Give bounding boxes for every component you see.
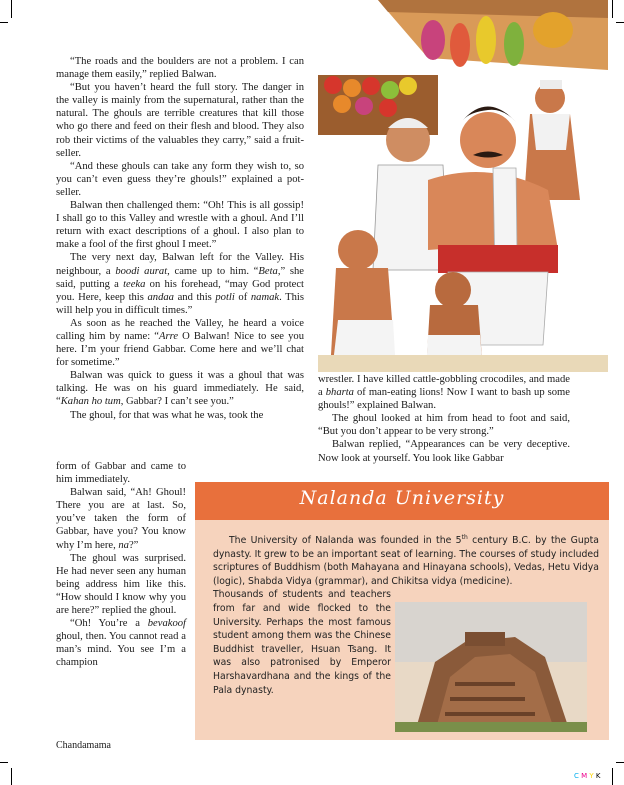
paragraph: Balwan was quick to guess it was a ghoul that was talking. He was on his guard immediately. He said, “Kahan ho tum, Gabbar? I can’t see you.”	[56, 370, 304, 408]
paragraph: The University of Nalanda was founded in the 5th century B.C. by the Gupta dynasty. It grew to be an important seat of learning. The courses of study included scriptures of Buddhism (both Mahayana and Hinayana schools), Vedas, Hetu Vidya (logic), Shabda Vidya (grammar), and Chikitsa vidya (medicine).	[213, 534, 599, 587]
cmyk-marks: C M Y K	[574, 772, 601, 780]
paragraph: “But you haven’t heard the full story. The danger in the valley is mainly from the supernatural, rather than the natural. The ghouls are terrible creatures that kill those who go there and feed on their flesh and blood. They also rob their victims of the valuables they carry,” said a fruit-seller.	[56, 82, 304, 159]
crop-mark	[612, 0, 613, 18]
paragraph: Balwan said, “Ah! Ghoul! There you are at last. So, you’ve taken the form of Gabbar, have you? You know why I’m here, na?”	[56, 487, 186, 551]
nalanda-ruins-photo	[395, 602, 587, 732]
paragraph: wrestler. I have killed cattle-gobbling crocodiles, and made a bharta of man-eating lions! Now I want to bash up some ghouls!” explained Balwan.	[318, 374, 570, 412]
sidebar-banner	[195, 482, 609, 520]
crop-mark	[612, 768, 613, 785]
story-illustration	[318, 0, 608, 372]
paragraph: Balwan replied, “Appearances can be very deceptive. Now look at yourself. You look like Gabbar	[318, 439, 570, 464]
paragraph: The ghoul, for that was what he was, took the	[70, 409, 264, 421]
paragraph: The very next day, Balwan left for the Valley. His neighbour, a boodi aurat, came up to him. “Beta,” she said, putting a teeka on his forehead, “may God protect you. Here, keep this andaa and this potli of namak. This will help you in difficult times.”	[56, 252, 305, 316]
paragraph: Thousands of students and teachers from far and wide flocked to the University. Perhaps the most famous student among them was the Chinese Buddhist traveller, Hsuan Tsang. It was also patronised by Emperor Harshavardhana and the kings of the Pala dynasty.	[213, 589, 391, 696]
paragraph: “And these ghouls can take any form they wish to, so you can’t even guess they’re ghouls!” explained a pot-seller.	[56, 160, 304, 198]
crop-mark	[616, 22, 624, 23]
right-column	[318, 373, 570, 465]
left-column	[56, 55, 304, 422]
paragraph: form of Gabbar and came to him immediately.	[56, 461, 186, 486]
paragraph: As soon as he reached the Valley, he heard a voice calling him by name: “Arre O Balwan! Nice to see you here. I’m your friend Gabbar. Come here and we’ll chat for sometime.”	[56, 317, 304, 369]
paragraph: The ghoul was surprised. He had never seen any human being address him like this. “How should I know why you are here?” replied the ghoul.	[56, 552, 186, 617]
crop-mark	[11, 0, 12, 18]
footer-label: Chandamama	[56, 740, 111, 751]
sidebar-box	[195, 482, 609, 740]
crop-mark	[0, 22, 8, 23]
sidebar-title: Nalanda University	[299, 487, 505, 509]
paragraph: “Oh! You’re a bevakoof ghoul, then. You cannot read a man’s mind. You see I’m a champion	[56, 618, 186, 669]
paragraph: “The roads and the boulders are not a problem. I can manage them easily,” replied Balwan.	[56, 56, 304, 81]
left-lower-column	[56, 460, 186, 670]
crop-mark	[11, 768, 12, 785]
crop-mark	[616, 762, 624, 763]
paragraph: Balwan then challenged them: “Oh! This is all gossip! I shall go to this Valley and wrestle with a ghoul. And I’ll return with exact descriptions of a ghoul. I also plan to make a fool of the first ghoul I meet.”	[56, 200, 304, 251]
paragraph: The ghoul looked at him from head to foot and said, “But you don’t appear to be very strong.”	[318, 413, 570, 438]
crop-mark	[0, 762, 8, 763]
